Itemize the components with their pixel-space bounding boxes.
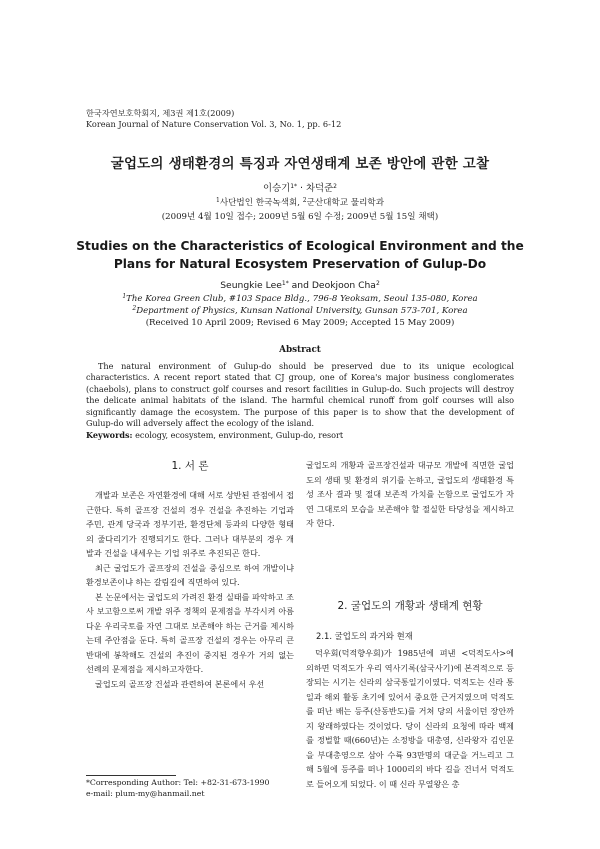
journal-header xyxy=(86,108,341,130)
keywords-label: Keywords: xyxy=(86,430,133,440)
subsection-2-1-heading: 2.1. 굴업도의 과거와 현재 xyxy=(316,631,413,641)
footnote-rule xyxy=(86,775,176,776)
korean-affil-1: 사단법인 한국녹색회, xyxy=(219,198,303,208)
english-title-line-1: Studies on the Characteristics of Ecological Environment and the xyxy=(76,239,524,253)
english-author-1-sup: 1* xyxy=(281,280,289,287)
footnote-corresponding: *Corresponding Author: Tel: +82-31-673-1990 xyxy=(86,778,270,787)
right-column-intro xyxy=(306,458,514,531)
right-column-body xyxy=(306,646,514,791)
abstract-text: The natural environment of Gulup-do should be preserved due to its unique ecological characteristics. A recent report stated that CJ group, one of Korea's major business conglomerates (chaebols), plans to construct golf courses and resort facilities in Gulup-do. Such projects will destroy the delicate animal habitats of the island. The harmful chemical runoff from golf courses will also significantly damage the ecosystem. The purpose of this paper is to show that the development of Gulup-do will adversely affect the ecology of the island. xyxy=(86,361,514,429)
korean-affil-2: 군산대학교 물리학과 xyxy=(306,198,385,208)
english-affil-2-line xyxy=(60,306,540,318)
footnote-email: e-mail: plum-my@hanmail.net xyxy=(86,789,205,798)
english-affiliations xyxy=(60,294,540,317)
english-affil-2: Department of Physics, Kunsan National University, Gunsan 573-701, Korea xyxy=(136,305,468,316)
english-dates: (Received 10 April 2009; Revised 6 May 2009; Accepted 15 May 2009) xyxy=(145,318,455,328)
english-title xyxy=(60,237,540,273)
keywords xyxy=(86,430,514,440)
english-author-2-sup: 2 xyxy=(375,280,380,287)
korean-author-2: 차덕준 xyxy=(305,183,334,194)
korean-dates: (2009년 4월 10일 접수; 2009년 5월 6일 수정; 2009년 5월 15일 채택) xyxy=(161,212,439,222)
section-1-paragraph-4: 굴업도의 골프장 건설과 관련하여 본론에서 우선 xyxy=(95,678,265,689)
korean-author-2-sup: 2 xyxy=(333,183,337,190)
section-1-paragraph-3: 본 논문에서는 굴업도의 가려진 환경 실태를 파악하고 조사 보고함으로써 개발 위주 정책의 문제점을 부각시켜 아름다운 우리국토를 자연 그대로 보존해야 하는 근거를 제시하는데 주안점을 둔다. 특히 골프장 건설의 경우는 아무리 큰 반대에 봉착해도 건설의 추진이 중지된 경우가 거의 없는 선례의 문제점을 제시하고자한다. xyxy=(86,591,294,674)
korean-author-1-sup: 1* xyxy=(290,183,298,190)
right-intro-paragraph: 굴업도의 개황과 골프장건설과 대규모 개발에 직면한 굴업도의 생태 및 환경의 위기를 논하고, 굴업도의 생태환경 특성 조사 결과 및 절대 보존적 가치를 논함으로 굴업도가 자연 그대로의 모습을 보존해야 할 절실한 타당성을 제시하고자 한다. xyxy=(306,460,514,528)
korean-affiliations xyxy=(60,196,540,208)
footnote xyxy=(86,777,269,799)
korean-title: 굴업도의 생태환경의 특징과 자연생태계 보존 방안에 관한 고찰 xyxy=(110,156,490,172)
journal-korean: 한국자연보호학회지, 제3권 제1호(2009) xyxy=(86,108,235,118)
author-separator: · xyxy=(297,183,306,194)
keywords-list: ecology, ecosystem, environment, Gulup-do, resort xyxy=(132,430,344,440)
section-1-heading: 1. 서 론 xyxy=(171,460,209,472)
korean-authors xyxy=(60,180,540,194)
section-2-paragraph-1: 덕우회(덕적향우회)가 1985년에 펴낸 <덕적도사>에 의하면 덕적도가 우리 역사기록(삼국사기)에 본격적으로 등장되는 시기는 신라의 삼국통일기이였다. 덕적도는 신라 통일과 해외 활동 초기에 있어서 중요한 근거지였으며 덕적도를 떠난 배는 등주(산동반도)를 거쳐 당의 서울이던 장안까지 왕래하였다는 것이었다. 당이 신라의 요청에 따라 백제를 정벌할 때(660년)는 소정방을 대총영, 신라왕자 김인문을 부대총영으로 삼아 수륙 93만명의 대군을 거느리고 그해 5월에 등주를 떠나 1000리의 바다 길을 건너서 덕적도로 들어오게 되었다. 이 때 신라 무열왕은 총 xyxy=(306,648,514,789)
korean-affil-1-sup: 1 xyxy=(215,197,220,204)
journal-english: Korean Journal of Nature Conservation Vol. 3, No. 1, pp. 6-12 xyxy=(86,119,342,129)
english-affil-2-sup: 2 xyxy=(132,304,137,312)
english-title-line-2: Plans for Natural Ecosystem Preservation of Gulup-Do xyxy=(113,257,487,271)
left-column xyxy=(86,488,294,691)
section-1-paragraph-1: 개발과 보존은 자연환경에 대해 서로 상반된 관점에서 접근한다. 특히 골프장 건설의 경우 건설을 추진하는 기업과 주민, 관계 당국과 정부기관, 환경단체 등과의 다양한 형태의 줄다리기가 진행되기도 한다. 그러나 대부분의 경우 개발과 건설을 내세우는 기업 위주로 추진되곤 한다. xyxy=(86,490,294,558)
author-and: and xyxy=(288,280,312,291)
section-2-heading: 2. 굴업도의 개황과 생태계 현황 xyxy=(337,600,483,612)
english-affil-1-sup: 1 xyxy=(122,293,127,300)
english-authors xyxy=(60,280,540,291)
korean-affil-2-sup: 2 xyxy=(302,197,307,204)
korean-author-1: 이승기 xyxy=(263,183,291,194)
section-1-paragraph-2: 최근 굴업도가 골프장의 건설을 중심으로 하여 개발이냐 환경보존이냐 하는 갈림길에 직면하여 있다. xyxy=(86,562,294,587)
english-author-2: Deokjoon Cha xyxy=(311,280,376,291)
abstract-heading: Abstract xyxy=(279,345,321,355)
english-author-1: Seungkie Lee xyxy=(220,280,282,291)
english-affil-1: The Korea Green Club, #103 Space Bldg., 796-8 Yeoksam, Seoul 135-080, Korea xyxy=(126,294,478,304)
